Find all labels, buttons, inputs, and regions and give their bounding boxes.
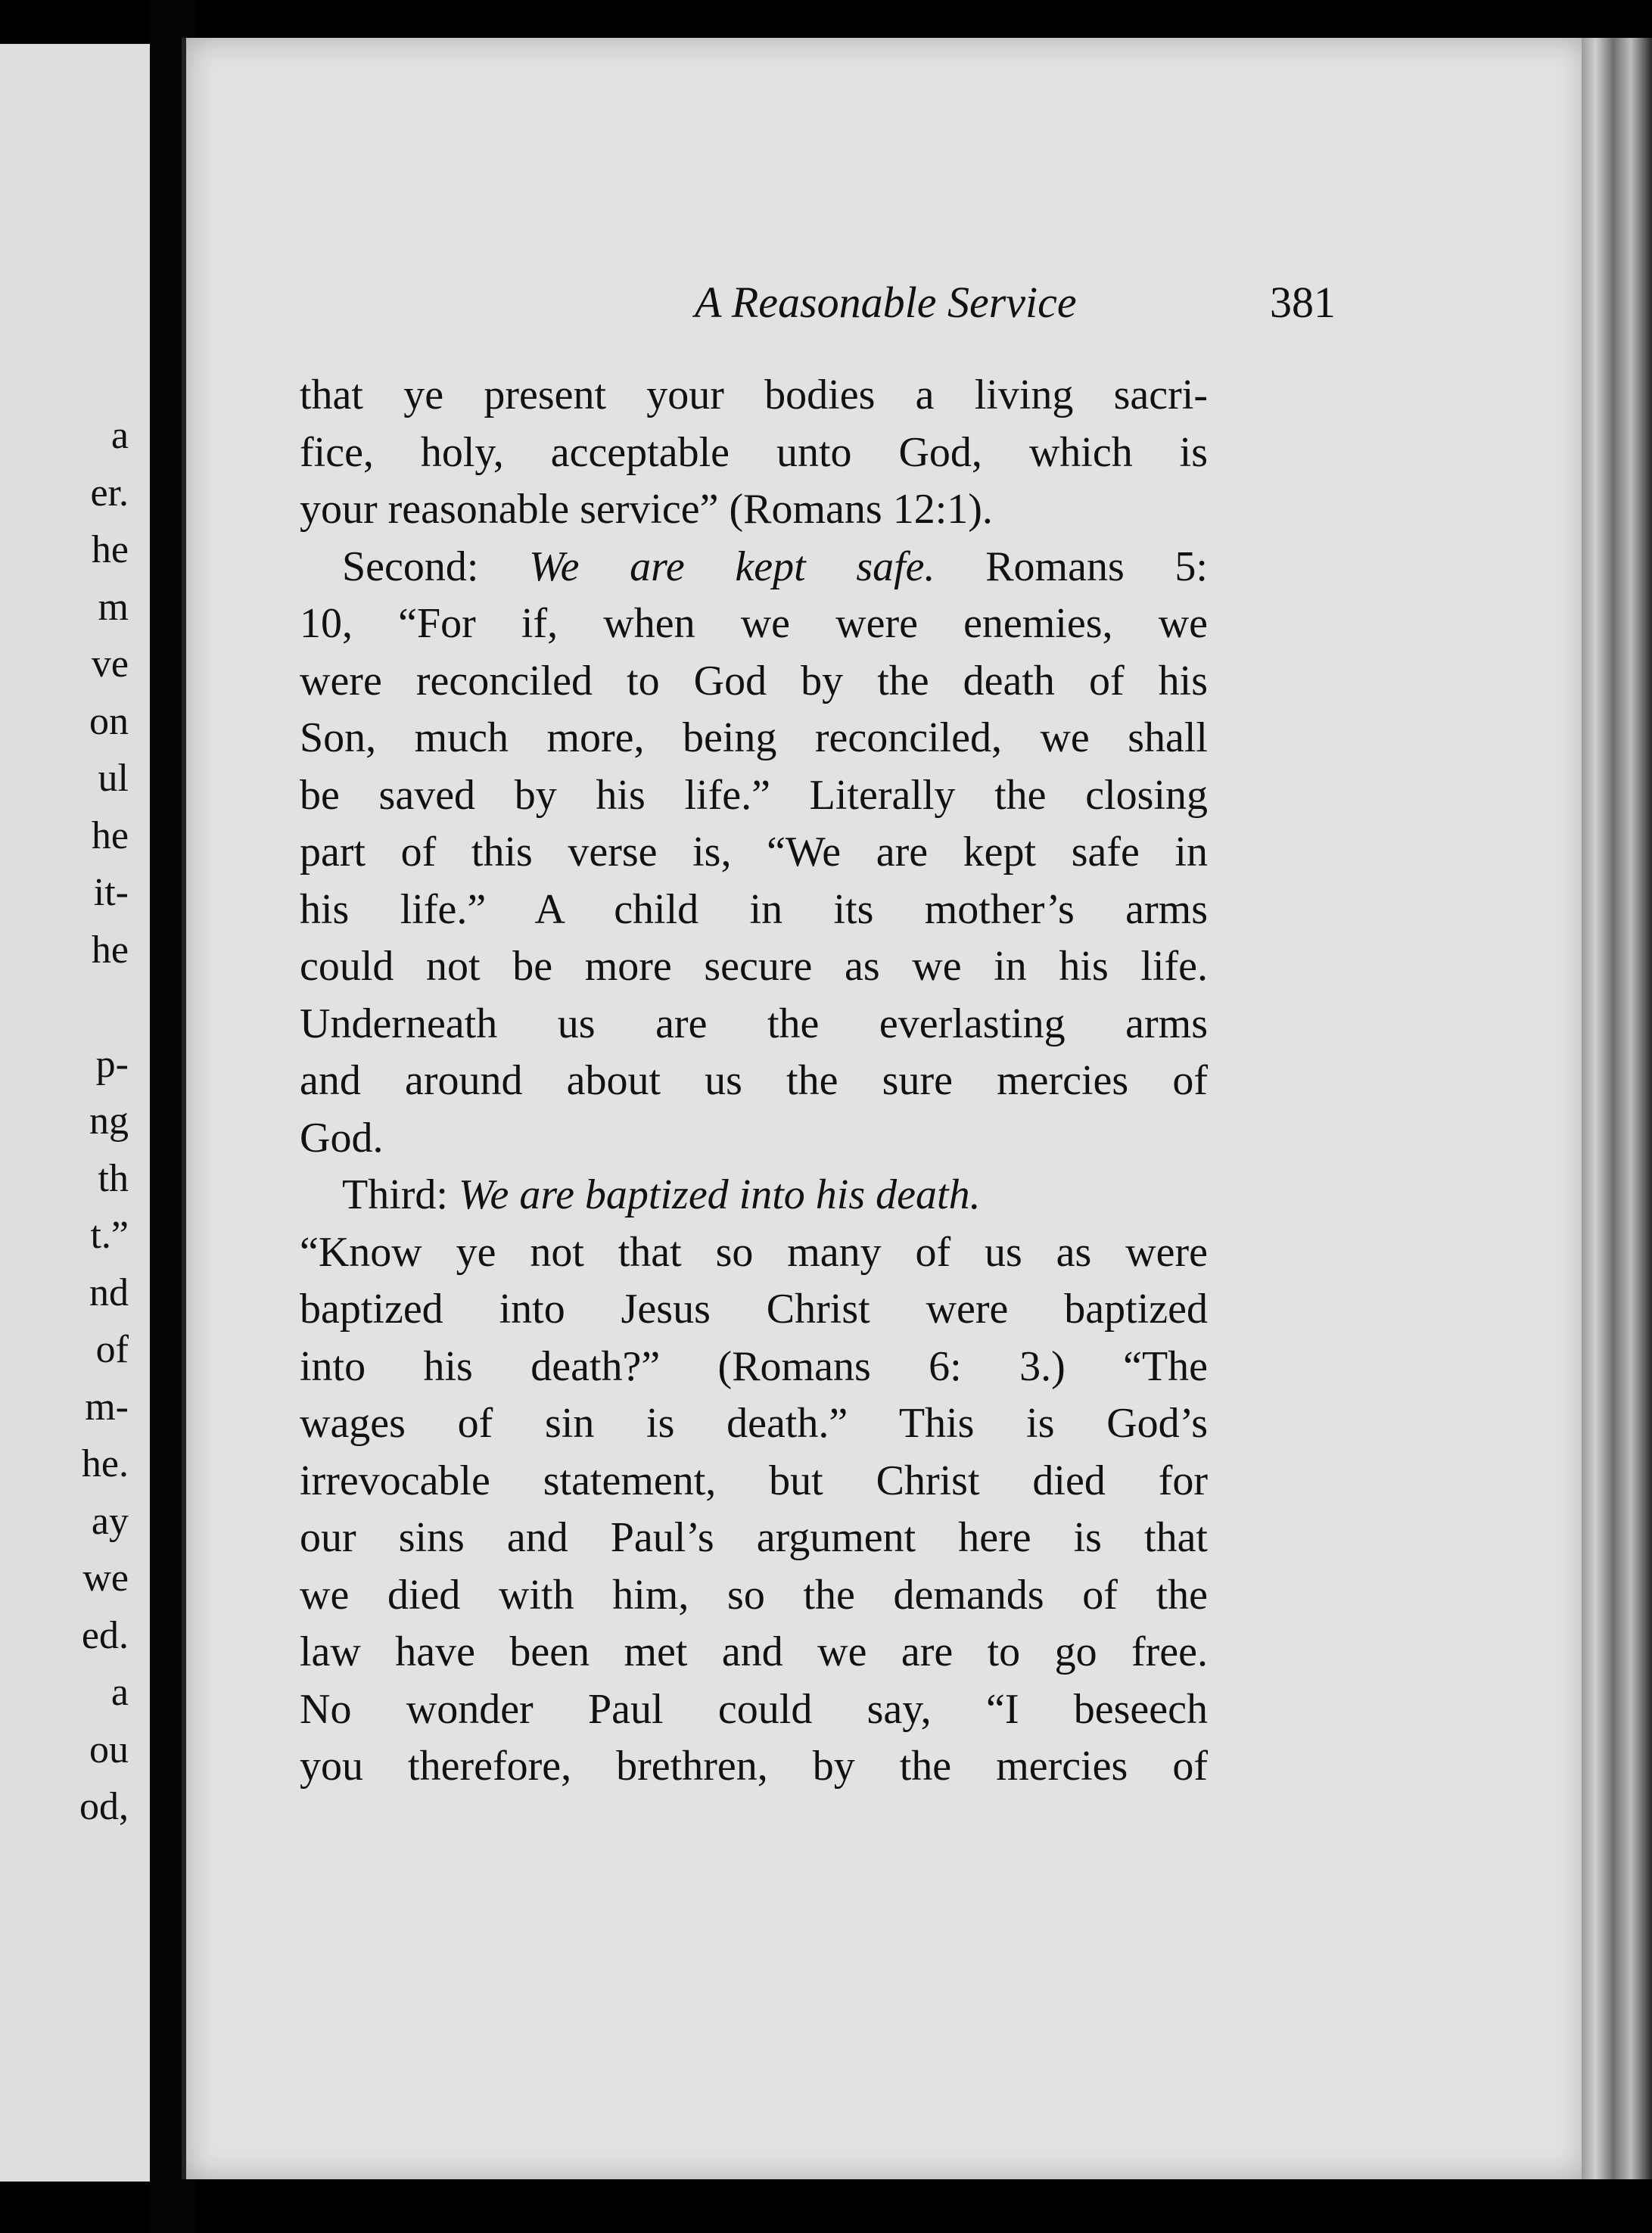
left-edge-line: od,	[79, 1785, 129, 1828]
left-edge-line: he	[91, 813, 129, 857]
text-line: irrevocable statement, but Christ died for	[300, 1457, 1208, 1504]
left-edge-line: er.	[90, 471, 129, 515]
left-edge-line: p-	[95, 1042, 129, 1086]
text-line: “Know ye not that so many of us as were	[300, 1228, 1208, 1276]
text-line: part of this verse is, “We are kept safe in	[300, 829, 1208, 875]
text-line: our sins and Paul’s argument here is that	[300, 1514, 1208, 1561]
left-edge-line: he.	[81, 1442, 129, 1485]
left-edge-line: nd	[89, 1270, 129, 1314]
left-edge-line: m	[98, 585, 129, 629]
left-edge-line: we	[82, 1557, 129, 1600]
left-edge-line: ed.	[81, 1613, 129, 1657]
left-edge-line: ul	[98, 757, 129, 800]
text-line: and around about us the sure mercies of	[300, 1057, 1208, 1104]
text-line: into his death?” (Romans 6: 3.) “The	[300, 1342, 1208, 1390]
line-tail: Romans 5:	[935, 543, 1208, 590]
left-edge-line: of	[95, 1328, 129, 1371]
left-edge-line: he	[91, 528, 129, 571]
text-line: No wonder Paul could say, “I beseech	[300, 1685, 1208, 1733]
text-line	[300, 539, 1208, 596]
text-line	[300, 1167, 1208, 1224]
left-edge-line: t.”	[90, 1214, 129, 1257]
left-facing-page	[0, 44, 150, 2182]
text-line: law have been met and we are to go free.	[300, 1628, 1208, 1675]
italic-heading: We are kept safe.	[529, 543, 935, 590]
left-edge-line: on	[89, 699, 129, 743]
text-line: you therefore, brethren, by the mercies of	[300, 1743, 1208, 1790]
text-line: Underneath us are the everlasting arms	[300, 1000, 1208, 1047]
left-edge-line: m-	[85, 1385, 129, 1429]
left-edge-line: ay	[91, 1499, 129, 1543]
text-line: be saved by his life.” Literally the closing	[300, 771, 1208, 819]
text-line: that ye present your bodies a living sacri-	[300, 372, 1208, 418]
left-edge-line: th	[98, 1156, 129, 1200]
text-line: your reasonable service” (Romans 12:1).	[300, 486, 993, 533]
line-lead: Third:	[342, 1171, 459, 1218]
text-line: 10, “For if, when we were enemies, we	[300, 600, 1208, 647]
body-text	[300, 367, 1208, 1796]
text-line: baptized into Jesus Christ were baptized	[300, 1286, 1208, 1333]
running-title: A Reasonable Service	[695, 278, 1077, 327]
text-line: fice, holy, acceptable unto God, which is	[300, 428, 1208, 476]
left-edge-line	[79, 978, 129, 1036]
line-lead: Second:	[342, 543, 530, 590]
text-line: God.	[300, 1114, 384, 1162]
text-line: his life.” A child in its mother’s arms	[300, 885, 1208, 933]
left-edge-line: a	[110, 1671, 129, 1714]
left-edge-line: he	[91, 928, 129, 972]
left-edge-line: a	[110, 414, 129, 457]
left-edge-line: ou	[89, 1728, 129, 1771]
right-page	[182, 38, 1586, 2179]
left-edge-line: ve	[91, 642, 129, 686]
italic-heading: We are baptized into his death.	[458, 1171, 981, 1218]
page-number: 381	[1270, 278, 1336, 327]
text-line: could not be more secure as we in his life.	[300, 943, 1208, 990]
left-edge-line: ng	[89, 1099, 129, 1143]
text-line: wages of sin is death.” This is God’s	[300, 1400, 1208, 1447]
page-edge-shadow	[1582, 38, 1652, 2179]
text-line: we died with him, so the demands of the	[300, 1571, 1208, 1619]
text-line: Son, much more, being reconciled, we shall	[300, 714, 1208, 761]
left-edge-line: it-	[93, 871, 129, 914]
text-line: were reconciled to God by the death of his	[300, 657, 1208, 704]
left-page-edge-text	[79, 407, 129, 1836]
running-head	[186, 277, 1586, 337]
